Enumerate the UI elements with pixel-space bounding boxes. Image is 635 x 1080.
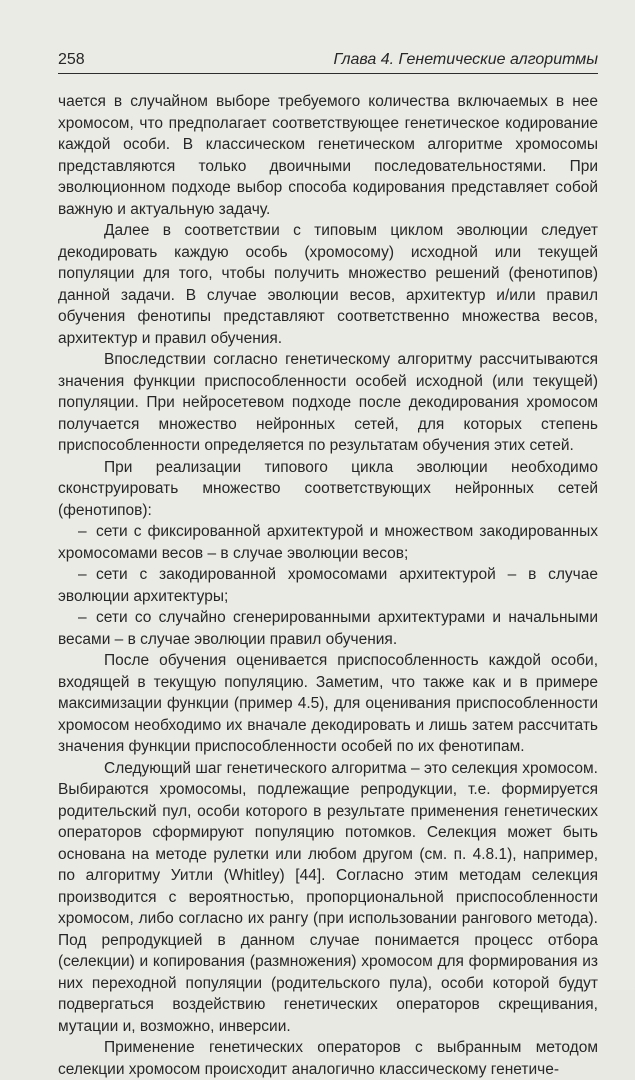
paragraph-5: После обучения оценивается приспособленность каждой особи, входящей в текущую популяцию. Заметим, что также как и в примере максимизации функции (пример 4.5), для оценивания приспособленности хромосом необходимо их вначале декодировать и лишь затем рассчитать значения функции приспособленности особей по их фенотипам. <box>58 652 598 755</box>
list-item-text: сети с закодированной хромосомами архитектурой – в случае эволюции архитектуры; <box>58 566 598 605</box>
chapter-title: Глава 4. Генетические алгоритмы <box>333 51 598 68</box>
list-item-text: сети со случайно сгенерированными архитектурами и начальными весами – в случае эволюции правил обучения. <box>58 609 598 648</box>
list-dash: – <box>78 523 87 540</box>
page-number: 258 <box>58 51 85 68</box>
paragraph-6: Следующий шаг генетического алгоритма – это селекция хромосом. Выбираются хромосомы, подлежащие репродукции, т.е. формируется родительский пул, особи которого в результате применения генетических операторов сформируют популяцию потомков. Селекция может быть основана на методе рулетки или любом другом (см. п. 4.8.1), например, по алгоритму Уитли (Whitley) [44]. Согласно этим методам селекция производится с вероятностью, пропорциональной приспособленности хромосом, либо согласно их рангу (при использовании рангового метода). Под репродукцией в данном случае понимается процесс отбора (селекции) и копирования (размножения) хромосом для формирования из них переходной популяции (родительского пула), особи которой будут подвергаться воздействию генетических операторов скрещивания, мутации и, возможно, инверсии. <box>58 759 598 1035</box>
paragraph-2: Далее в соответствии с типовым циклом эволюции следует декодировать каждую особь (хромосому) исходной или текущей популяции для того, чтобы получить множество решений (фенотипов) данной задачи. В случае эволюции весов, архитектур и/или правил обучения фенотипы представляют соответственно множества весов, архитектур и правил обучения. <box>58 222 598 347</box>
list-item-3 <box>58 607 598 650</box>
list-item-1 <box>58 521 598 564</box>
paragraph-4: При реализации типового цикла эволюции необходимо сконструировать множество соответствующих нейронных сетей (фенотипов): <box>58 458 598 519</box>
main-text <box>58 91 598 1080</box>
paragraph-3: Впоследствии согласно генетическому алгоритму рассчитываются значения функции приспособленности особей исходной (или текущей) популяции. При нейросетевом подходе после декодирования хромосом получается множество нейронных сетей, для которых степень приспособленности определяется по результатам обучения этих сетей. <box>58 351 598 454</box>
list-dash: – <box>78 566 87 583</box>
list-item-2 <box>58 564 598 607</box>
list-dash: – <box>78 609 87 626</box>
list-item-text: сети с фиксированной архитектурой и множеством закодированных хромосомами весов – в случае эволюции весов; <box>58 523 598 562</box>
paragraph-1: чается в случайном выборе требуемого количества включаемых в нее хромосом, что предполагает соответствующее генетическое кодирование каждой особи. В классическом генетическом алгоритме хромосомы представляются только двоичными последовательностями. При эволюционном подходе выбор способа кодирования представляет собой важную и актуальную задачу. <box>58 93 598 218</box>
paragraph-7: Применение генетических операторов с выбранным методом селекции хромосом происходит аналогично классическому генетиче- <box>58 1039 598 1078</box>
running-header <box>58 51 598 74</box>
